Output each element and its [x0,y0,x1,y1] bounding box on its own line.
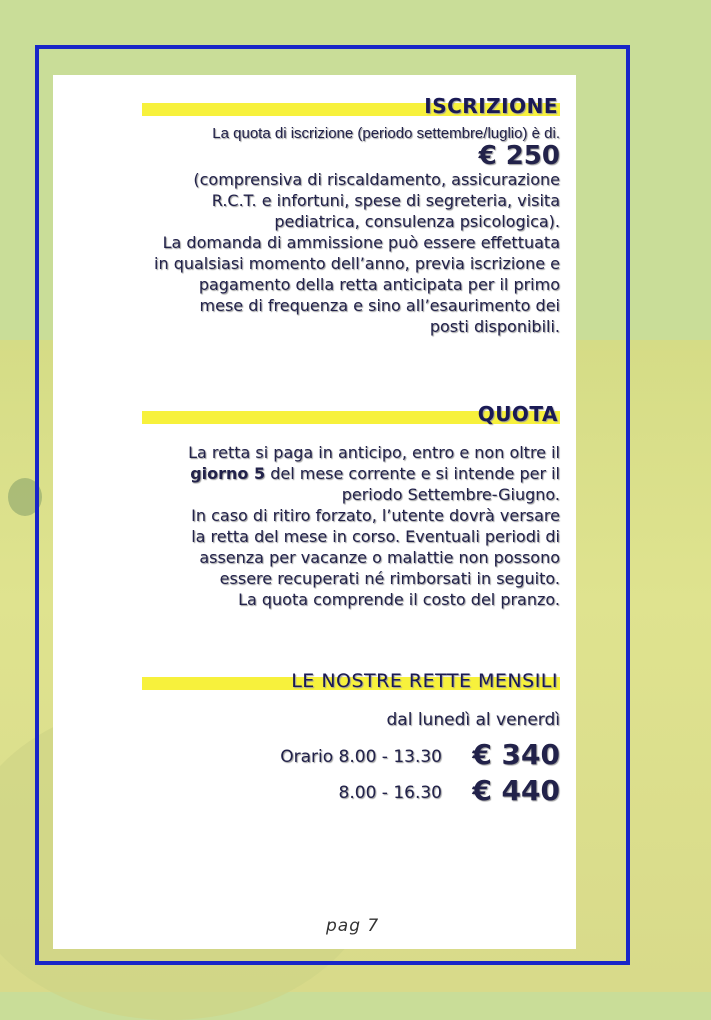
rate-price: € 440 [472,774,560,807]
quota-line-giorno [60,463,560,484]
heading-label: ISCRIZIONE [424,94,558,118]
quota-line: la retta del mese in corso. Eventuali periodi di [191,527,560,546]
quota-giorno-bold: giorno 5 [190,464,266,483]
heading-iscrizione [60,92,560,120]
rate-row-2 [60,773,560,807]
page-number: pag 7 [326,916,380,936]
iscrizione-amount: € 250 [478,141,560,171]
quota-line: In caso di ritiro forzato, l’utente dovrà versare [191,506,560,525]
rette-days: dal lunedì al venerdì [386,710,560,730]
rate-label: Orario 8.00 - 13.30 [280,747,442,767]
heading-label: LE NOSTRE RETTE MENSILI [291,670,558,692]
iscrizione-line: (comprensiva di riscaldamento, assicurazione [193,170,560,189]
section-iscrizione [60,92,560,337]
iscrizione-line: posti disponibili. [429,317,560,336]
quota-line: periodo Settembre-Giugno. [341,485,560,504]
iscrizione-line: La domanda di ammissione può essere effettuata [162,233,560,252]
rate-label: 8.00 - 16.30 [338,783,442,803]
iscrizione-line: mese di frequenza e sino all’esaurimento dei [199,296,560,315]
quota-line: essere recuperati né rimborsati in seguito. [219,569,560,588]
iscrizione-intro: La quota di iscrizione (periodo settembre/luglio) è di. [212,125,560,142]
rate-price: € 340 [472,738,560,771]
section-rette [60,666,560,807]
quota-line: La retta si paga in anticipo, entro e non oltre il [188,443,560,462]
quota-line: assenza per vacanze o malattie non possono [199,548,560,567]
iscrizione-line: R.C.T. e infortuni, spese di segreteria, visita [211,191,560,210]
section-quota [60,400,560,610]
quota-line: La quota comprende il costo del pranzo. [238,590,560,609]
heading-quota [60,400,560,428]
iscrizione-line: pagamento della retta anticipata per il primo [198,275,560,294]
heading-rette [60,666,560,694]
heading-label: QUOTA [477,402,558,426]
iscrizione-line: pediatrica, consulenza psicologica). [274,212,560,231]
quota-line-rest: del mese corrente e si intende per il [265,464,560,483]
iscrizione-line: in qualsiasi momento dell’anno, previa iscrizione e [154,254,560,273]
rate-row-1 [60,737,560,771]
